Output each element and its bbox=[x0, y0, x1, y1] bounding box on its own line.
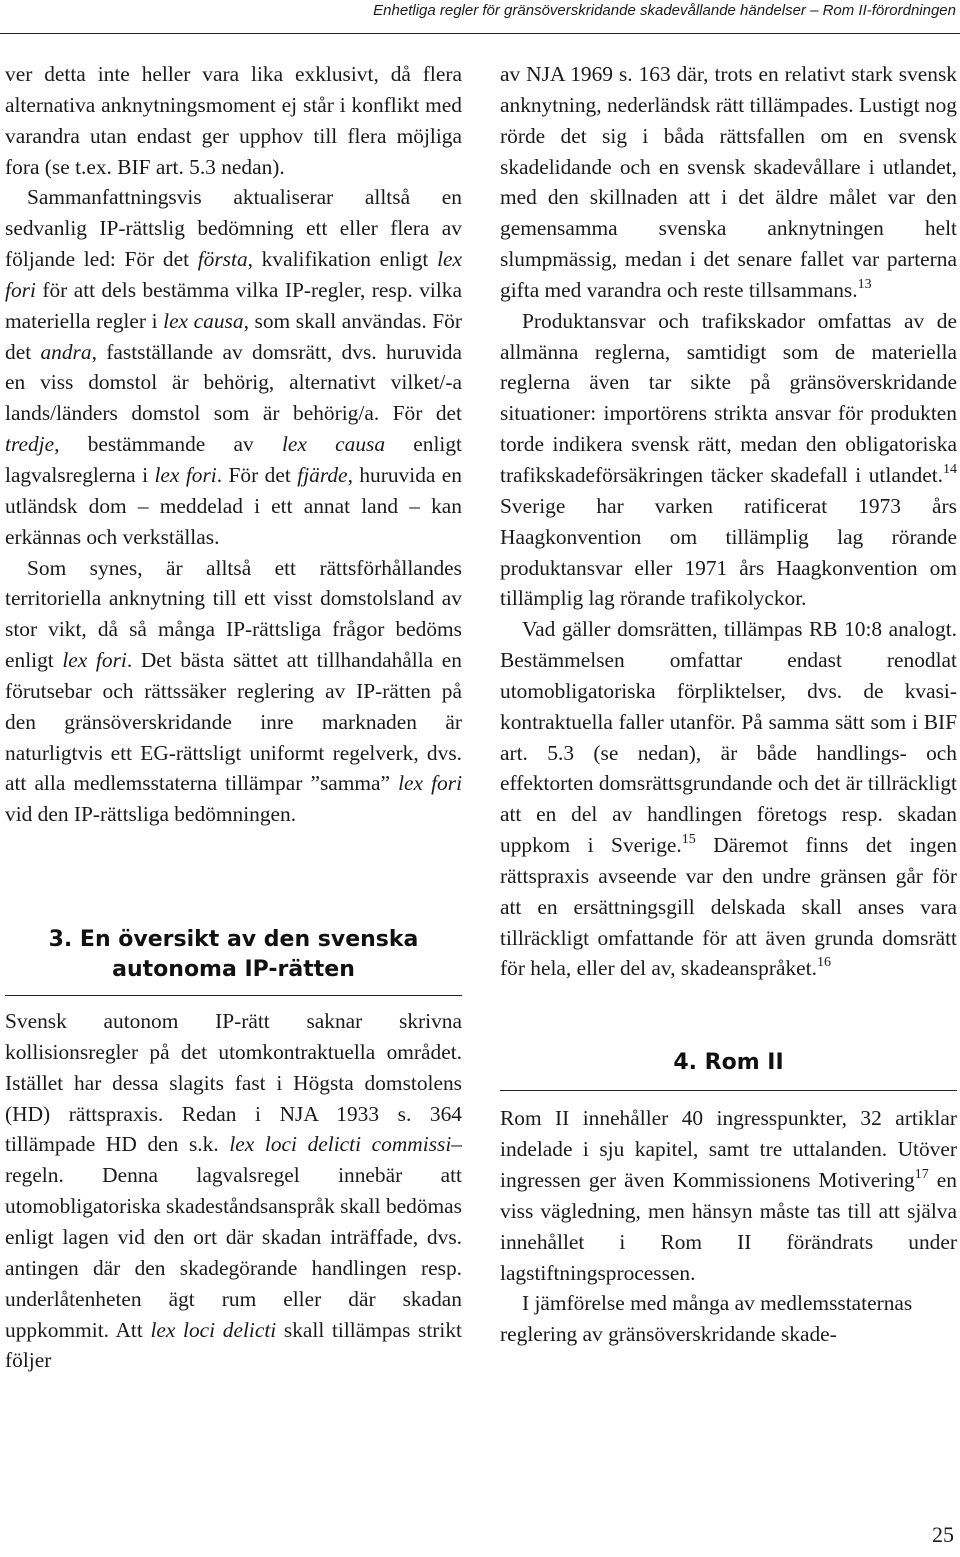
paragraph: Vad gäller domsrätten, tillämpas RB 10:8 analogt. Bestämmelsen omfattar endast renodlat utomobligatoriska förpliktelser, dvs. de kvasi-kontraktuella faller utanför. På samma sätt som i BIF art. 5.3 (se nedan), är både handlings- och effektorten domsrättsgrundande och det är tillräckligt att en del av handlingen företogs resp. skadan uppkom i Sverige.$^{15}$ Däremot finns det ingen rättspraxis avseende var den undre gränsen går för att en ersättningsgill delskada skall anses vara tillräckligt omfattande för att även grunda domsrätt för hela, eller del av, skadeanspråket.$^{16}$ bbox=[500, 617, 957, 981]
footnote-ref: 14 bbox=[943, 461, 957, 477]
paragraph: av NJA 1969 s. 163 där, trots en relativt stark svensk anknytning, nederländsk rätt tillämpades. Lustigt nog rörde det sig i båda rättsfallen om en svensk skadelidande och en svensk skadevållare i utlandet, med den skillnaden att i det äldre målet var den gemensamma svenska anknytningen helt slumpmässig, medan i det senare fallet var parterna gifta med varandra och reste tillsammans.$^{13}$ bbox=[500, 62, 957, 302]
right-column bbox=[500, 59, 957, 1350]
page-number: 25 bbox=[932, 1522, 954, 1547]
left-column bbox=[5, 59, 462, 1376]
paragraph: ver detta inte heller vara lika exklusivt, då flera alternativa anknytningsmoment ej står i konflikt med varandra utan endast ger upphov till flera möjliga fora (se t.ex. BIF art. 5.3 nedan). bbox=[5, 62, 462, 179]
section-rule bbox=[5, 995, 462, 996]
paragraph: Rom II innehåller 40 ingresspunkter, 32 artiklar indelade i sju kapitel, samt tre uttalanden. Utöver ingressen ger även Kommissionens Motivering$^{17}$ en viss vägledning, men hänsyn måste tas till att själva innehållet i Rom II förändrats under lagstiftningsprocessen. bbox=[500, 1106, 957, 1285]
paragraph: Sammanfattningsvis aktualiserar alltså en sedvanlig IP-rättslig bedömning ett eller flera av följande led: För det första, kvalifikation enligt lex fori för att dels bestämma vilka IP-regler, resp. vilka materiella regler i lex causa, som skall användas. För det andra, fastställande av domsrätt, dvs. huruvida en viss domstol är behörig, alternativt vilket/-a lands/länders domstol som är behörig/a. För det tredje, bestämmande av lex causa enligt lagvalsreglerna i lex fori. För det fjärde, huruvida en utländsk dom – meddelad i ett annat land – kan erkännas och verkställas. bbox=[5, 185, 463, 549]
paragraph: Svensk autonom IP-rätt saknar skrivna kollisionsregler på det utomkontraktuella området. Istället har dessa slagits fast i Högsta domstolens (HD) rättspraxis. Redan i NJA 1933 s. 364 tillämpade HD den s.k. lex loci delicti commissi–regeln. Denna lagvalsregel innebär att utomobligatoriska skadeståndsanspråk skall bedömas enligt lagen vid den ort där skadan inträffade, dvs. antingen där den skadegörande handlingen resp. underlåtenheten ägt rum eller där skadan uppkommit. Att lex loci delicti skall tillämpas strikt följer bbox=[5, 1009, 462, 1373]
footnote-ref: 15 bbox=[681, 832, 696, 848]
footnote-ref: 16 bbox=[816, 955, 831, 971]
paragraph: I jämförelse med många av medlemsstaternas reglering av gränsöverskridande skade- bbox=[500, 1291, 913, 1347]
section-heading: 3. En översikt av den svenska autonoma IP-rätten bbox=[48, 927, 419, 983]
paragraph: Produktansvar och trafikskador omfattas av de allmänna reglerna, samtidigt som de materiella reglerna även tar sikte på gränsöverskridande situationer: importörens strikta ansvar för produkten torde indikera svensk rätt, medan den obligatoriska trafikskadeförsäkringen täcker skadefall i utlandet.$^{14}$ Sverige har varken ratificerat 1973 års Haagkonvention om tillämplig lag rörande produktansvar eller 1971 års Haagkonvention om tillämplig lag rörande trafikolyckor. bbox=[500, 308, 957, 611]
running-head: Enhetliga regler för gränsöverskridande skadevållande händelser – Rom II-förordningen bbox=[373, 2, 956, 19]
section-heading: 4. Rom II bbox=[673, 1050, 784, 1076]
footnote-ref: 13 bbox=[857, 276, 872, 292]
section-rule bbox=[500, 1090, 957, 1091]
paragraph: Som synes, är alltså ett rättsförhållandes territoriella anknytning till ett visst domstolsland av stor vikt, då så många IP-rättsliga frågor bedöms enligt lex fori. Det bästa sättet att tillhandahålla en förutsebar och rättssäker reglering av IP-rätten på den gränsöverskridande inre marknaden är naturligtvis ett EG-rättsligt uniformt regelverk, dvs. att alla medlemsstaterna tillämpar ”samma” lex fori vid den IP-rättsliga bedömningen. bbox=[5, 555, 463, 827]
header-rule bbox=[0, 33, 960, 34]
footnote-ref: 17 bbox=[914, 1167, 929, 1182]
